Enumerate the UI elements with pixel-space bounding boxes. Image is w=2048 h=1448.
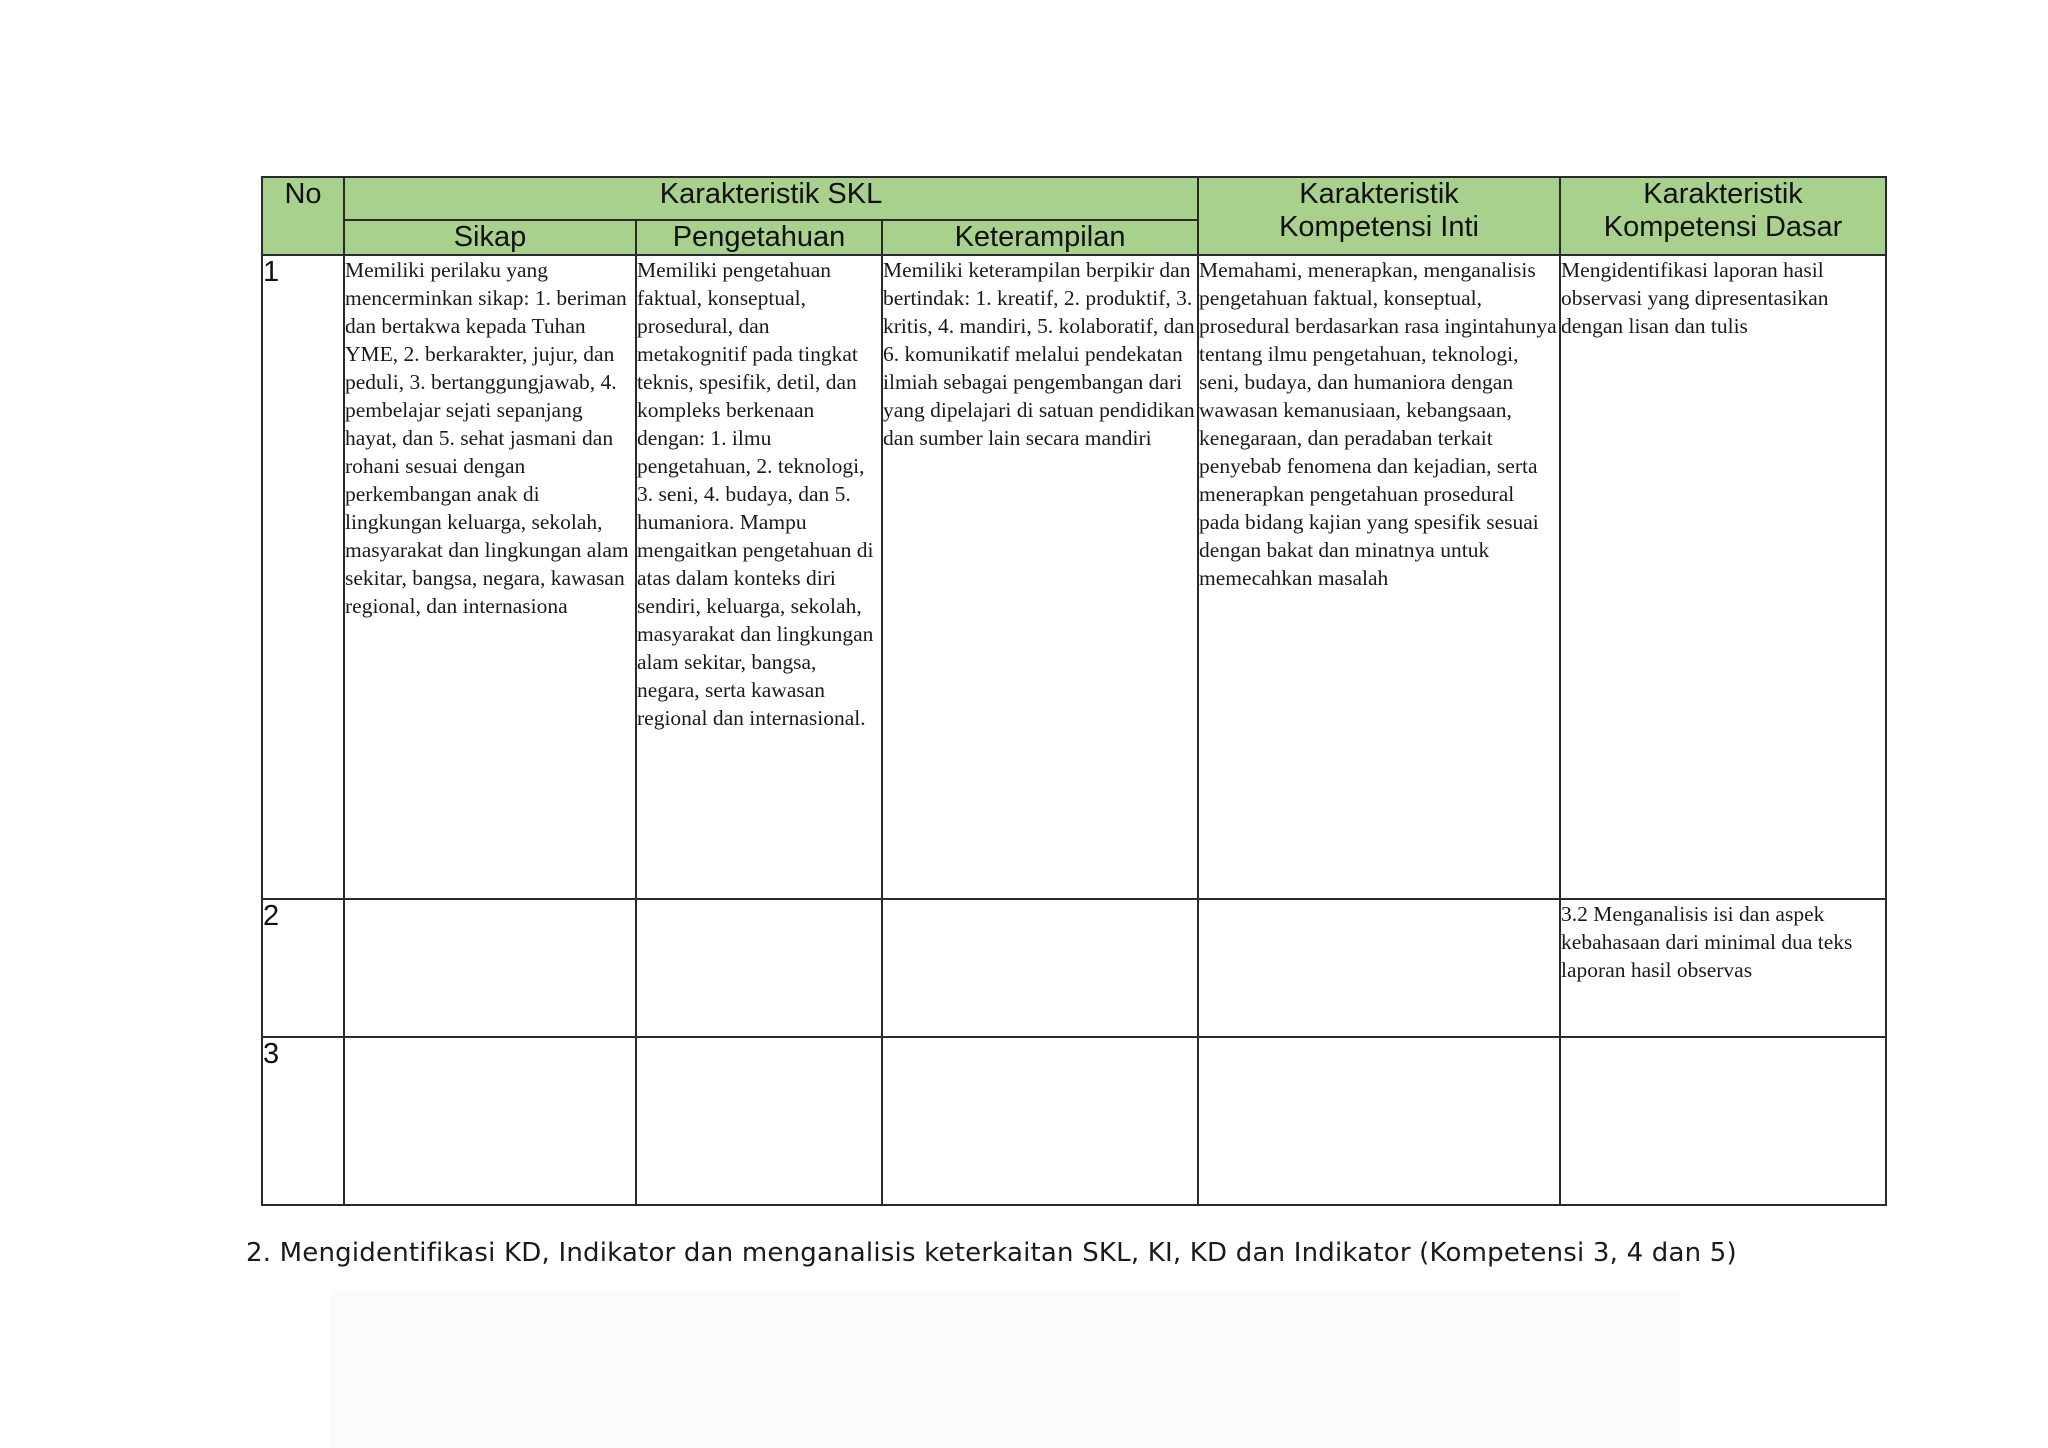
cell-kompetensi-dasar: Mengidentifikasi laporan hasil observasi yang dipresentasikan dengan lisan dan tulis [1560, 255, 1886, 899]
header-kompetensi-dasar [1560, 177, 1886, 255]
cell-pengetahuan: Memiliki pengetahuan faktual, konseptual, prosedural, dan metakognitif pada tingkat teknis, spesifik, detil, dan kompleks berkenaan dengan: 1. ilmu pengetahuan, 2. teknologi, 3. seni, 4. budaya, dan 5. humaniora. Mampu mengaitkan pengetahuan di atas dalam konteks diri sendiri, keluarga, sekolah, masyarakat dan lingkungan alam sekitar, bangsa, negara, serta kawasan regional dan internasional. [636, 255, 882, 899]
header-karakteristik-skl: Karakteristik SKL [344, 177, 1198, 220]
header-ki-line2: Kompetensi Inti [1279, 211, 1479, 243]
cell-keterampilan: Memiliki keterampilan berpikir dan bertindak: 1. kreatif, 2. produktif, 3. kritis, 4. mandiri, 5. kolaboratif, dan 6. komunikatif melalui pendekatan ilmiah sebagai pengembangan dari yang dipelajari di satuan pendidikan dan sumber lain secara mandiri [882, 255, 1198, 899]
table-row [262, 1037, 1886, 1205]
page-shading [330, 1290, 1680, 1448]
table-row [262, 899, 1886, 1037]
cell-keterampilan [882, 1037, 1198, 1205]
header-no: No [262, 177, 344, 255]
header-pengetahuan: Pengetahuan [636, 220, 882, 255]
cell-keterampilan [882, 899, 1198, 1037]
cell-kompetensi-dasar: 3.2 Menganalisis isi dan aspek kebahasaan dari minimal dua teks laporan hasil observas [1560, 899, 1886, 1037]
numbered-paragraph: 2. Mengidentifikasi KD, Indikator dan menganalisis keterkaitan SKL, KI, KD dan Indikator (Kompetensi 3, 4 dan 5) [246, 1238, 1737, 1268]
skl-analysis-table [261, 176, 1887, 1206]
cell-sikap [344, 899, 636, 1037]
header-kd-line1: Karakteristik [1643, 178, 1803, 210]
row-number: 3 [262, 1037, 344, 1205]
header-sikap: Sikap [344, 220, 636, 255]
table-row [262, 255, 1886, 899]
header-ki-line1: Karakteristik [1299, 178, 1459, 210]
cell-kompetensi-inti: Memahami, menerapkan, menganalisis pengetahuan faktual, konseptual, prosedural berdasarkan rasa ingintahunya tentang ilmu pengetahuan, teknologi, seni, budaya, dan humaniora dengan wawasan kemanusiaan, kebangsaan, kenegaraan, dan peradaban terkait penyebab fenomena dan kejadian, serta menerapkan pengetahuan prosedural pada bidang kajian yang spesifik sesuai dengan bakat dan minatnya untuk memecahkan masalah [1198, 255, 1560, 899]
cell-kompetensi-inti [1198, 1037, 1560, 1205]
header-keterampilan: Keterampilan [882, 220, 1198, 255]
cell-sikap: Memiliki perilaku yang mencerminkan sikap: 1. beriman dan bertakwa kepada Tuhan YME, 2. berkarakter, jujur, dan peduli, 3. bertanggungjawab, 4. pembelajar sejati sepanjang hayat, dan 5. sehat jasmani dan rohani sesuai dengan perkembangan anak di lingkungan keluarga, sekolah, masyarakat dan lingkungan alam sekitar, bangsa, negara, kawasan regional, dan internasiona [344, 255, 636, 899]
cell-pengetahuan [636, 899, 882, 1037]
row-number: 1 [262, 255, 344, 899]
cell-kompetensi-inti [1198, 899, 1560, 1037]
header-kompetensi-inti [1198, 177, 1560, 255]
cell-pengetahuan [636, 1037, 882, 1205]
cell-kompetensi-dasar [1560, 1037, 1886, 1205]
cell-sikap [344, 1037, 636, 1205]
header-kd-line2: Kompetensi Dasar [1603, 211, 1843, 243]
row-number: 2 [262, 899, 344, 1037]
